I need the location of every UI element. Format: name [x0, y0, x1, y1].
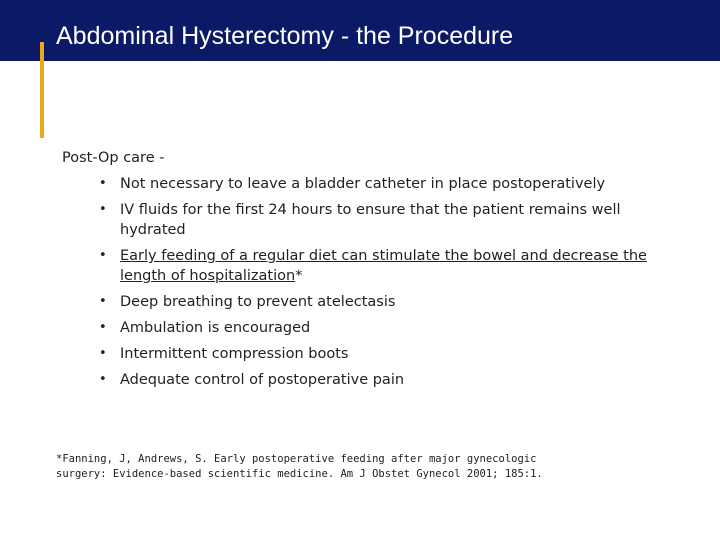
bullet-text: Adequate control of postoperative pain — [120, 372, 405, 388]
footnote-line: surgery: Evidence-based scientific medicine. Am J Obstet Gynecol 2001; 185:1. — [56, 468, 543, 480]
bullet-text: Intermittent compression boots — [120, 346, 349, 362]
bullet-text-underlined: Early feeding of a regular diet can stimulate the bowel and decrease the length of hospitalization — [120, 248, 647, 284]
bullet-icon: • — [99, 372, 107, 387]
bullet-icon: • — [99, 176, 107, 191]
citation-footnote — [56, 452, 576, 482]
bullet-text: Not necessary to leave a bladder catheter in place postoperatively — [120, 176, 606, 192]
footnote-line: *Fanning, J, Andrews, S. Early postoperative feeding after major gynecologic — [56, 453, 537, 465]
bullet-icon: • — [99, 248, 107, 263]
bullet-icon: • — [99, 346, 107, 361]
bullet-item-ambulation — [62, 318, 662, 338]
bullet-list — [62, 174, 662, 390]
bullet-text: IV fluids for the first 24 hours to ensure that the patient remains well hydrated — [120, 202, 621, 238]
footnote-marker: * — [295, 268, 303, 284]
bullet-item-iv-fluids — [62, 200, 662, 240]
bullet-icon: • — [99, 202, 107, 217]
bullet-item-deep-breathing — [62, 292, 662, 312]
bullet-item-early-feeding — [62, 246, 662, 286]
section-heading: Post-Op care - — [62, 150, 165, 166]
accent-line — [40, 42, 44, 138]
title-bar — [0, 0, 720, 61]
bullet-text: Deep breathing to prevent atelectasis — [120, 294, 396, 310]
bullet-icon: • — [99, 294, 107, 309]
bullet-icon: • — [99, 320, 107, 335]
slide-content — [62, 148, 662, 396]
slide-title: Abdominal Hysterectomy - the Procedure — [56, 22, 514, 50]
bullet-text: Ambulation is encouraged — [120, 320, 311, 336]
bullet-item-compression-boots — [62, 344, 662, 364]
bullet-item-pain-control — [62, 370, 662, 390]
bullet-item-catheter — [62, 174, 662, 194]
